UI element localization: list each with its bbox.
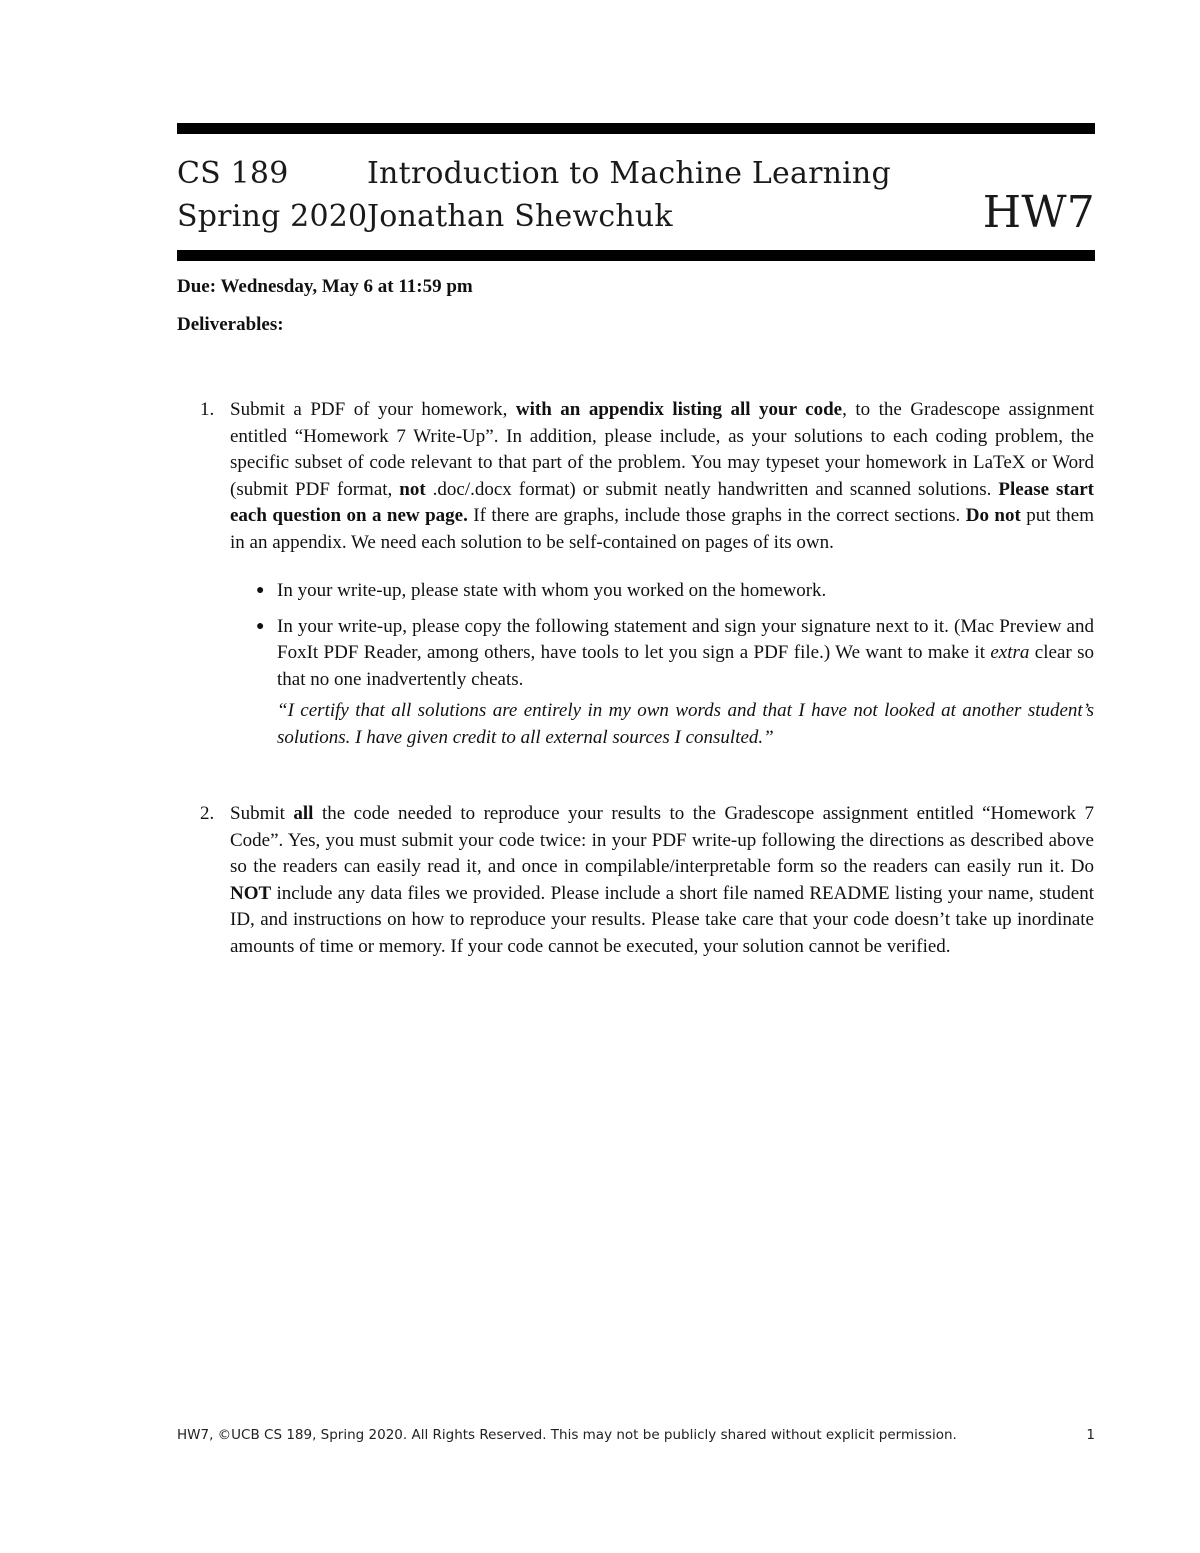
item-number: 2. — [200, 803, 215, 824]
text-segment: If there are graphs, include those graphs in the correct sections. — [467, 505, 966, 526]
certification-statement: “I certify that all solutions are entirely in my own words and that I have not looked at another student’s solutions. I have given credit to all external sources I consulted.” — [277, 700, 1094, 748]
course-title: Introduction to Machine Learning — [367, 156, 891, 191]
copyright-notice: HW7, ©UCB CS 189, Spring 2020. All Rights Reserved. This may not be publicly shared without explicit permission. — [177, 1427, 957, 1443]
text-segment-italic: extra — [990, 642, 1030, 663]
item-paragraph — [230, 801, 1094, 960]
bullet-list — [256, 578, 1094, 751]
course-term: Spring 2020 — [177, 199, 368, 234]
text-segment: Submit a PDF of your homework, — [230, 399, 516, 420]
text-segment: .doc/.docx format) or submit neatly handwritten and scanned solutions. — [425, 478, 999, 500]
page-number: 1 — [1086, 1427, 1095, 1443]
text-segment: , to the Gradescope assignment entitled “Homework 7 Write-Up”. In addition, please include, as your solutions to each coding problem, the specific subset of code relevant to that part of the problem. You may typeset your homework in LaTeX or Word (submit PDF format, — [230, 399, 1095, 500]
header-bottom-rule — [177, 250, 1095, 261]
deliverable-item-2 — [200, 801, 1094, 960]
text-segment: Submit — [230, 803, 294, 824]
bullet-text: In your write-up, please state with whom you worked on the homework. — [277, 580, 827, 601]
homework-label: HW7 — [982, 187, 1095, 238]
bullet-icon: ● — [256, 618, 265, 634]
instructor-name: Jonathan Shewchuk — [367, 199, 673, 234]
deliverables-heading: Deliverables: — [177, 314, 284, 335]
bullet-item — [256, 578, 1094, 605]
course-code: CS 189 — [177, 156, 289, 191]
text-segment-bold: all — [293, 803, 314, 824]
text-segment: In your write-up, please copy the following statement and sign your signature next to it. (Mac Preview and FoxIt PDF Reader, among others, have tools to let you sign a PDF file.) We want to make it — [277, 615, 1094, 663]
text-segment: include any data files we provided. Please include a short file named README listing your name, student ID, and instructions on how to reproduce your results. Please take care that your code doesn’t take up inordinate amounts of time or memory. If your code cannot be executed, your solution cannot be verified. — [230, 882, 1094, 957]
text-segment: clear so that no one inadvertently cheats. — [277, 642, 1094, 690]
bullet-icon: ● — [256, 583, 265, 598]
text-segment-bold: with an appendix listing all your code — [515, 399, 843, 420]
page-footer — [177, 1427, 1095, 1443]
text-segment-bold: Please start each question on a new page. — [230, 478, 1094, 526]
bullet-item — [256, 614, 1094, 752]
text-segment-bold: Do not — [965, 505, 1021, 526]
item-paragraph — [230, 397, 1094, 556]
due-date: Due: Wednesday, May 6 at 11:59 pm — [177, 276, 473, 297]
bullet-text — [277, 614, 1094, 694]
text-segment: put them in an appendix. We need each solution to be self-contained on pages of its own. — [230, 505, 1094, 553]
deliverable-item-1 — [200, 397, 1095, 760]
text-segment: the code needed to reproduce your results to the Gradescope assignment entitled “Homework 7 Code”. Yes, you must submit your code twice: in your PDF write-up following the directions as described above so the readers can easily read it, and once in compilable/interpretable form so the readers can easily run it. Do — [230, 803, 1094, 877]
text-segment-bold: NOT — [230, 882, 272, 904]
text-segment-bold: not — [399, 478, 426, 500]
header-top-rule — [177, 123, 1095, 134]
item-number: 1. — [200, 399, 215, 420]
